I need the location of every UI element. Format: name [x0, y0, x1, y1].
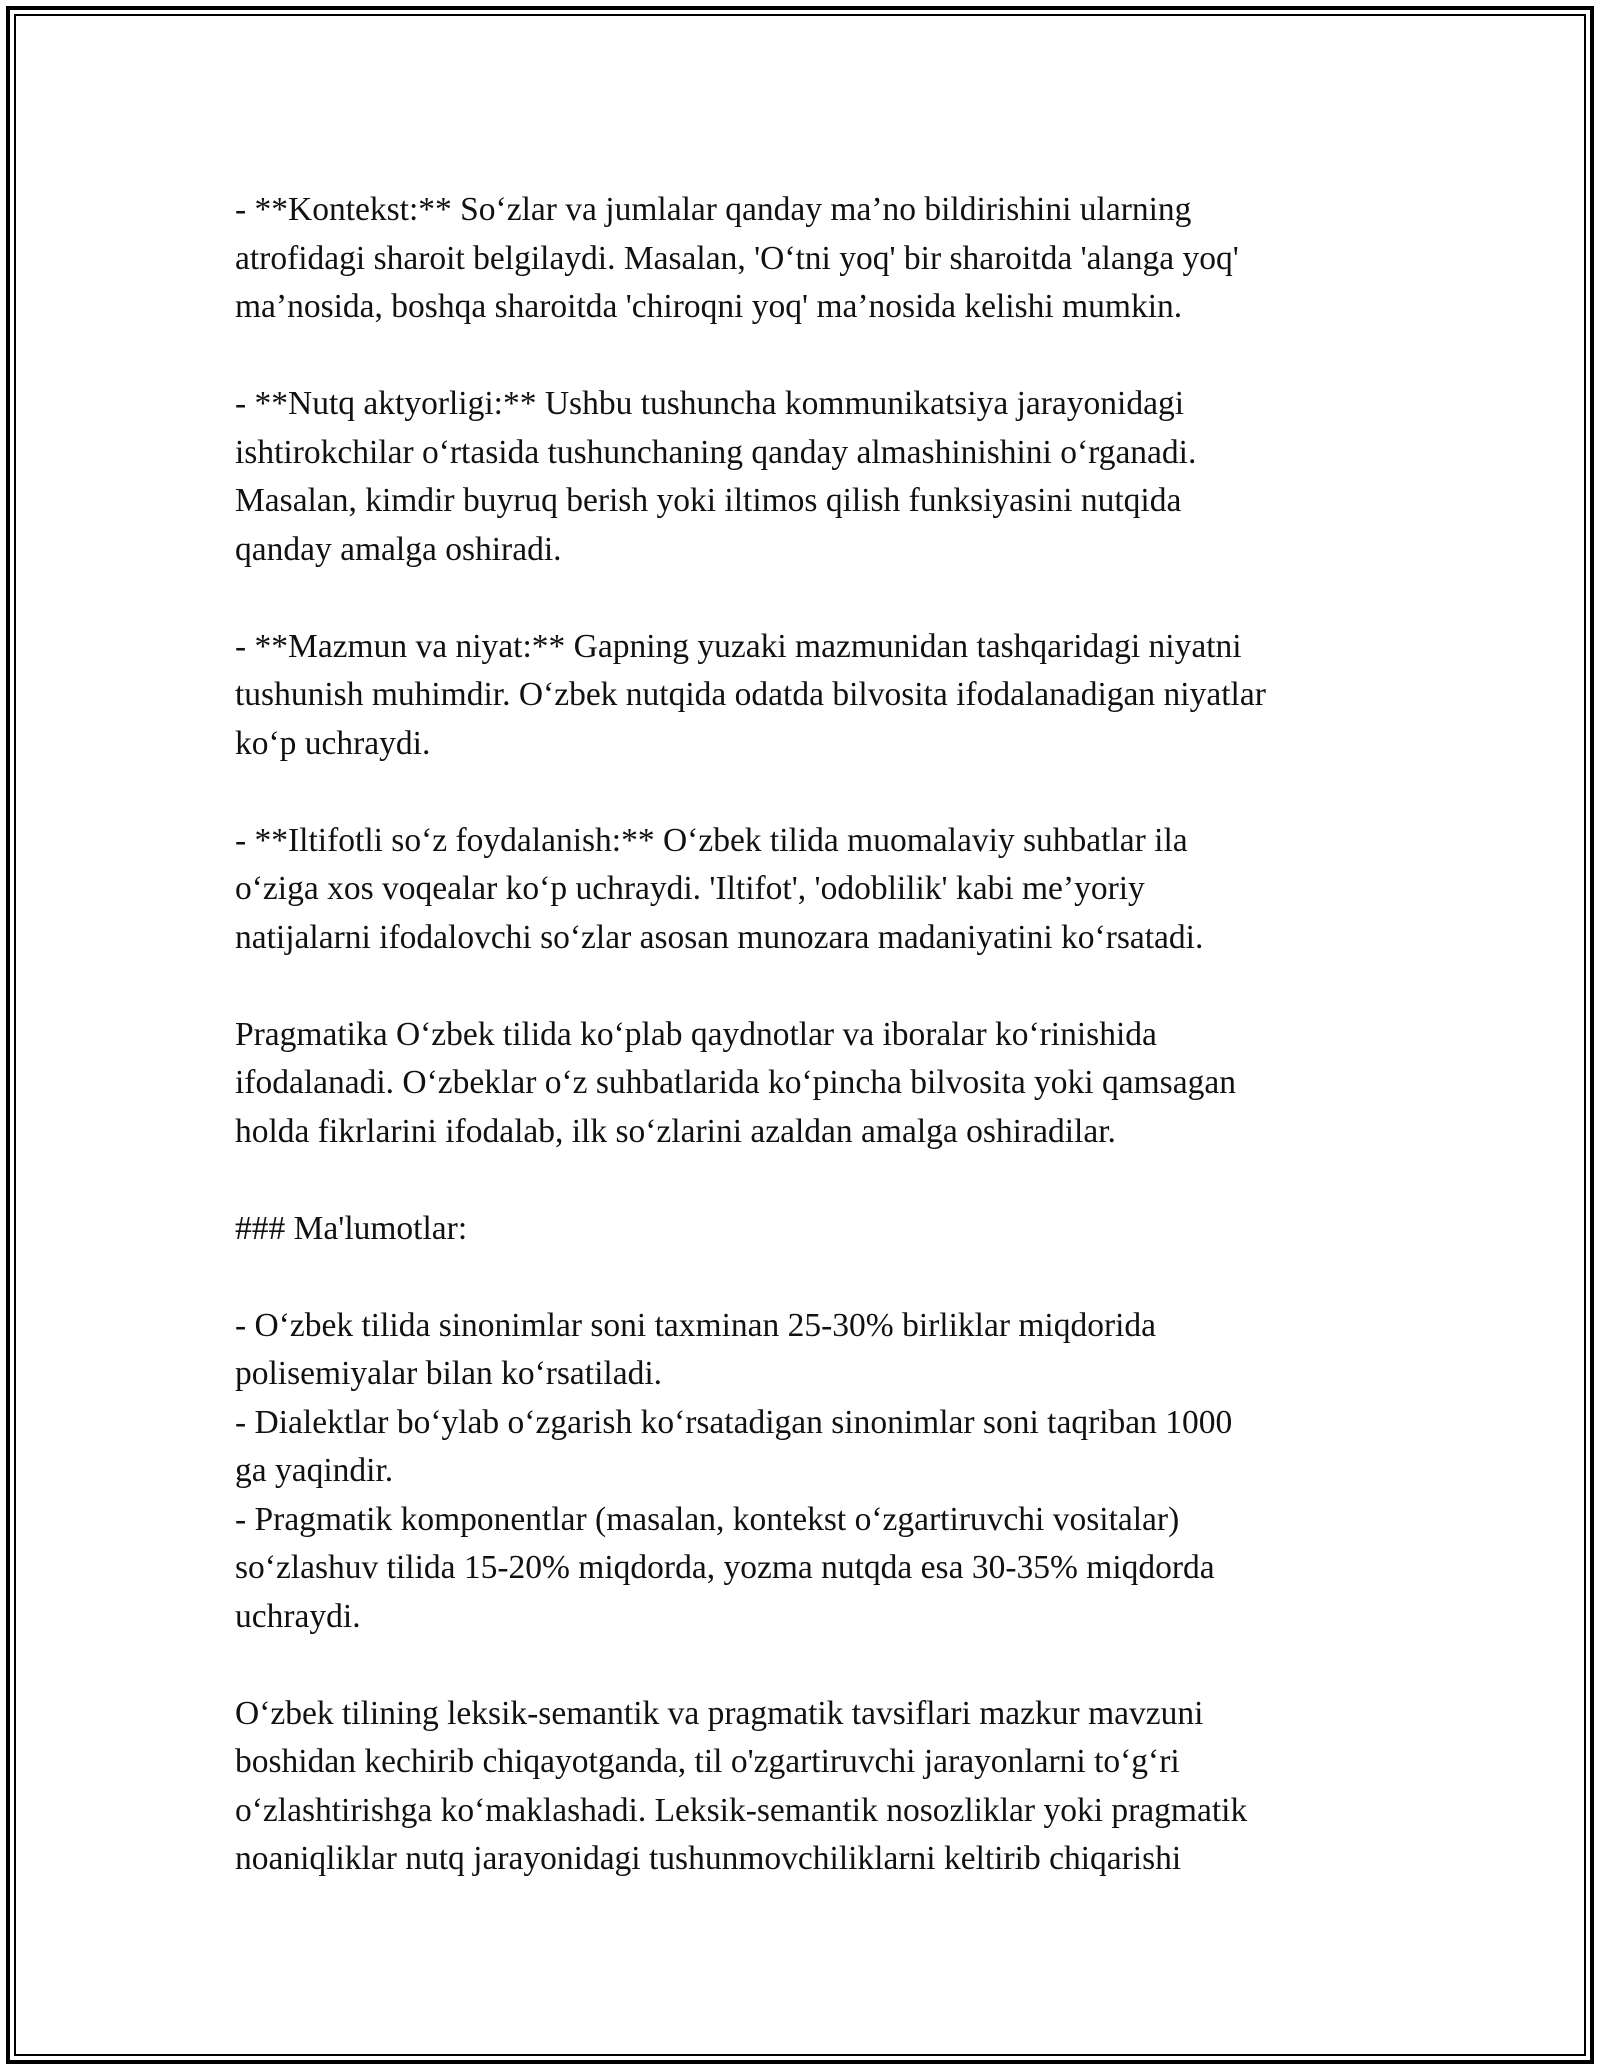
paragraph-pragmatika: Pragmatika O‘zbek tilida ko‘plab qaydnotlar va iboralar ko‘rinishida ifodalanadi. O‘zbeklar o‘z suhbatlarida ko‘pincha bilvosita yoki qamsagan holda fikrlarini ifodalab, ilk so‘zlarini azaldan amalga oshiradilar. [235, 1015, 1236, 1150]
document-body [235, 186, 1385, 1884]
paragraph-nutq-aktyorligi: - **Nutq aktyorligi:** Ushbu tushuncha kommunikatsiya jarayonidagi ishtirokchilar o‘rtasida tushunchaning qanday almashinishini o‘rganadi. Masalan, kimdir buyruq berish yoki iltimos qilish funksiyasini nutqida qanday amalga oshiradi. [235, 385, 1197, 568]
paragraph-mazmun-va-niyat: - **Mazmun va niyat:** Gapning yuzaki mazmunidan tashqaridagi niyatni tushunish muhimdir. O‘zbek nutqida odatda bilvosita ifodalanadigan niyatlar ko‘p uchraydi. [235, 627, 1266, 762]
list-item: - O‘zbek tilida sinonimlar soni taxminan 25-30% birliklar miqdorida polisemiyalar bilan ko‘rsatiladi. [235, 1306, 1157, 1392]
section-heading-malumotlar: ### Ma'lumotlar: [235, 1209, 468, 1247]
paragraph-kontekst: - **Kontekst:** So‘zlar va jumlalar qanday ma’no bildirishini ularning atrofidagi sharoit belgilaydi. Masalan, 'O‘tni yoq' bir sharoitda 'alanga yoq' ma’nosida, boshqa sharoitda 'chiroqni yoq' ma’nosida kelishi mumkin. [235, 191, 1239, 325]
facts-list [235, 1302, 1385, 1642]
paragraph-iltifotli-soz: - **Iltifotli so‘z foydalanish:** O‘zbek tilida muomalaviy suhbatlar ila o‘ziga xos voqealar ko‘p uchraydi. 'Iltifot', 'odoblilik' kabi me’yoriy natijalarni ifodalovchi so‘zlar asosan munozara madaniyatini ko‘rsatadi. [235, 821, 1204, 956]
list-item: - Pragmatik komponentlar (masalan, kontekst o‘zgartiruvchi vositalar) so‘zlashuv tilida 15-20% miqdorda, yozma nutqda esa 30-35% miqdorda uchraydi. [235, 1500, 1215, 1635]
paragraph-closing: O‘zbek tilining leksik-semantik va pragmatik tavsiflari mazkur mavzuni boshidan kechirib chiqayotganda, til o'zgartiruvchi jarayonlarni to‘g‘ri o‘zlashtirishga ko‘maklashadi. Leksik-semantik nosozliklar yoki pragmatik noaniqliklar nutq jarayonidagi tushunmovchiliklarni keltirib chiqarishi [235, 1694, 1248, 1877]
list-item: - Dialektlar bo‘ylab o‘zgarish ko‘rsatadigan sinonimlar soni taqriban 1000 ga yaqindir. [235, 1403, 1233, 1489]
